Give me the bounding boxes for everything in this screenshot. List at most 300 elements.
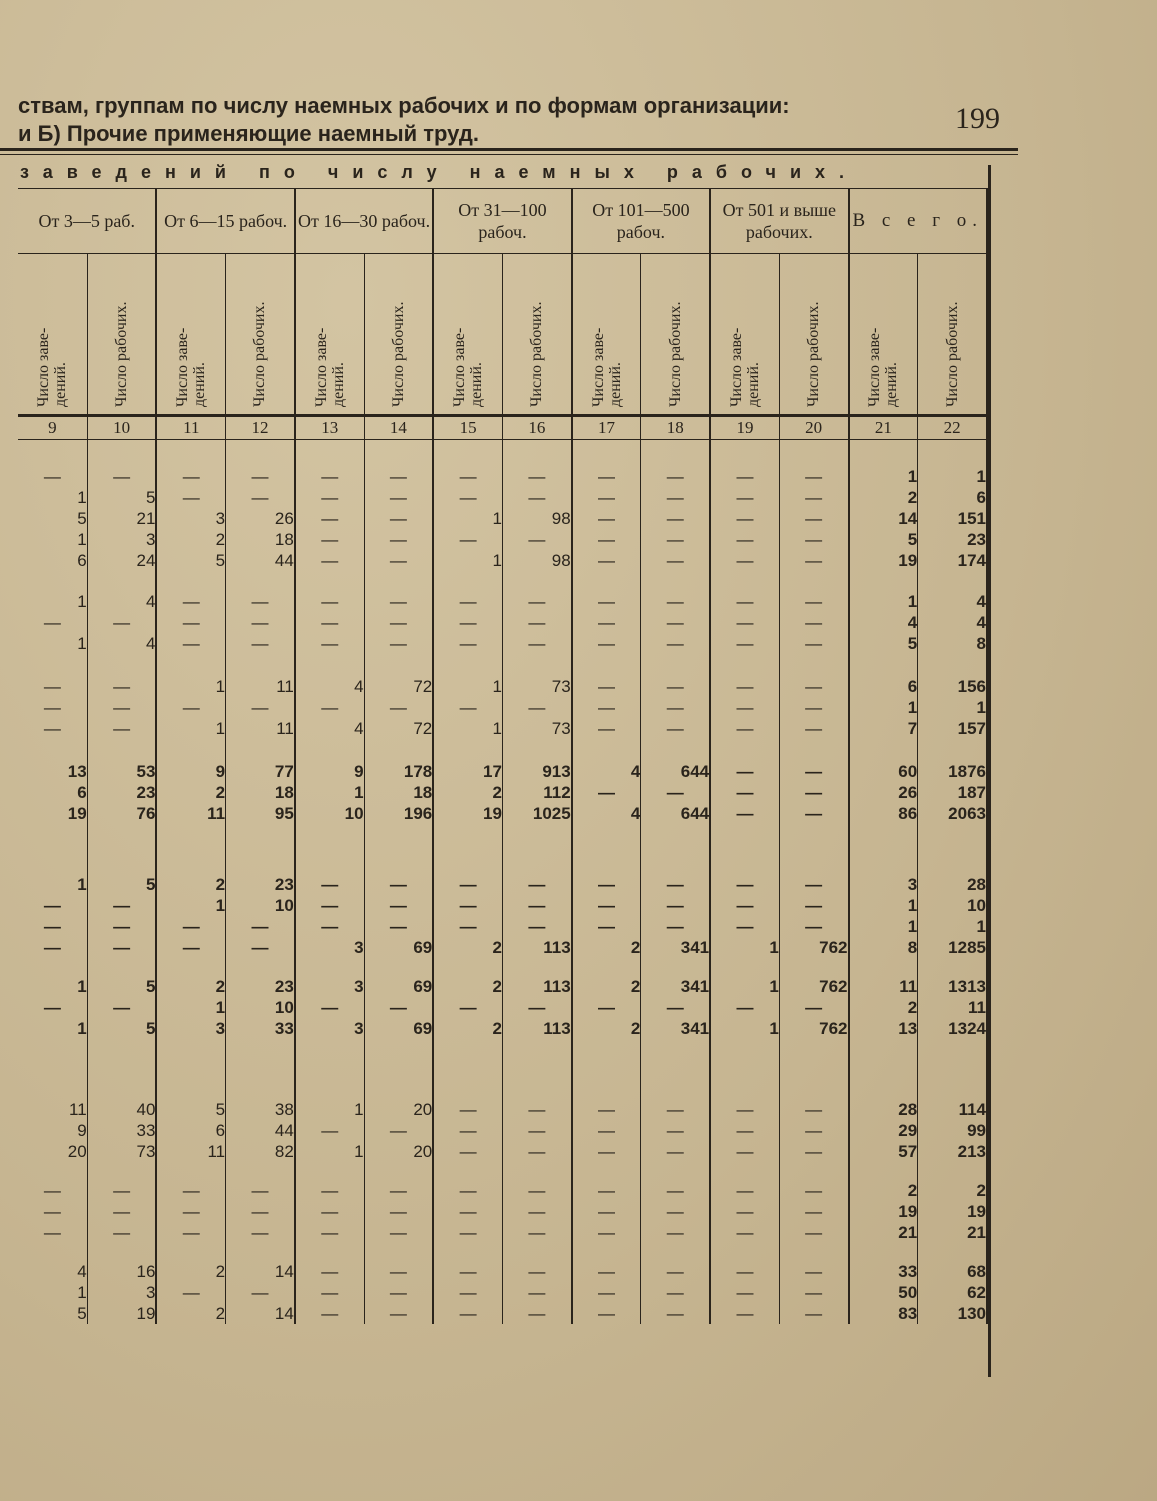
spacer-cell: [779, 824, 848, 874]
vertical-label: Число заве- дений.: [312, 327, 347, 407]
table-cell: —: [641, 591, 710, 612]
table-cell: —: [18, 697, 87, 718]
spacer-cell: [18, 440, 87, 467]
table-cell: 762: [779, 1018, 848, 1039]
table-cell: 9: [156, 761, 225, 782]
table-cell: —: [779, 1120, 848, 1141]
table-cell: 69: [364, 937, 433, 958]
table-cell: —: [364, 633, 433, 654]
table-cell: 23: [87, 782, 156, 803]
spacer-cell: [87, 654, 156, 676]
table-cell: 29: [849, 1120, 918, 1141]
heading-line-2: и Б) Прочие применяющие наемный труд.: [18, 121, 479, 146]
spacer-cell: [849, 1039, 918, 1099]
table-cell: —: [364, 1282, 433, 1303]
table-cell: 28: [918, 874, 987, 895]
table-cell: —: [433, 916, 502, 937]
table-cell: —: [295, 697, 364, 718]
table-cell: 2: [849, 1180, 918, 1201]
table-cell: —: [18, 1201, 87, 1222]
table-cell: —: [156, 1201, 225, 1222]
spacer-cell: [502, 958, 571, 976]
table-cell: —: [364, 1303, 433, 1324]
table-cell: 3: [87, 1282, 156, 1303]
table-cell: —: [226, 1180, 295, 1201]
table-cell: 1: [849, 697, 918, 718]
table-cell: —: [710, 916, 779, 937]
establishments-count-header: [710, 254, 779, 416]
table-cell: —: [433, 466, 502, 487]
table-cell: —: [433, 633, 502, 654]
table-cell: —: [364, 487, 433, 508]
table-cell: 3: [295, 1018, 364, 1039]
column-number: 10: [87, 416, 156, 440]
table-cell: —: [295, 1180, 364, 1201]
table-cell: 10: [226, 895, 295, 916]
table-cell: —: [641, 874, 710, 895]
table-cell: 16: [87, 1261, 156, 1282]
table-cell: —: [779, 1180, 848, 1201]
table-cell: 11: [226, 676, 295, 697]
table-cell: 73: [502, 676, 571, 697]
spacer-cell: [918, 958, 987, 976]
table-cell: —: [710, 874, 779, 895]
table-cell: —: [779, 1141, 848, 1162]
table-cell: —: [18, 466, 87, 487]
spacer-cell: [364, 958, 433, 976]
table-cell: 113: [502, 1018, 571, 1039]
heading-line-1: ствам, группам по числу наемных рабочих и по формам организации:: [18, 93, 790, 118]
table-cell: 13: [18, 761, 87, 782]
table-row: [18, 550, 987, 571]
table-cell: —: [433, 1201, 502, 1222]
table-cell: —: [502, 1201, 571, 1222]
table-cell: —: [779, 529, 848, 550]
heading-rule: [0, 148, 1018, 151]
table-cell: —: [779, 1303, 848, 1324]
table-cell: —: [779, 718, 848, 739]
table-cell: —: [502, 1180, 571, 1201]
table-cell: —: [779, 466, 848, 487]
table-cell: 4: [87, 633, 156, 654]
table-cell: —: [710, 1180, 779, 1201]
spacer-cell: [502, 440, 571, 467]
table-cell: 762: [779, 976, 848, 997]
table-cell: —: [572, 697, 641, 718]
table-cell: —: [433, 1180, 502, 1201]
table-cell: —: [779, 487, 848, 508]
table-cell: —: [641, 697, 710, 718]
table-cell: —: [710, 633, 779, 654]
table-cell: 8: [918, 633, 987, 654]
spacer-cell: [364, 654, 433, 676]
table-cell: —: [18, 997, 87, 1018]
vertical-label: Число заве- дений.: [174, 327, 209, 407]
spacer-cell: [87, 1039, 156, 1099]
vertical-label: Число рабочих.: [943, 301, 961, 407]
table-cell: —: [572, 1303, 641, 1324]
table-cell: —: [710, 676, 779, 697]
table-cell: —: [572, 1141, 641, 1162]
spacer-cell: [226, 1243, 295, 1261]
table-cell: —: [572, 1261, 641, 1282]
table-cell: —: [364, 997, 433, 1018]
table-cell: —: [433, 529, 502, 550]
group-header: От 16—30 рабоч.: [295, 189, 433, 254]
table-cell: —: [710, 895, 779, 916]
table-right-border: [988, 165, 991, 1377]
table-cell: —: [364, 697, 433, 718]
table-cell: —: [87, 895, 156, 916]
table-cell: 1: [710, 937, 779, 958]
table-cell: 60: [849, 761, 918, 782]
table-cell: —: [641, 916, 710, 937]
table-cell: —: [295, 466, 364, 487]
table-cell: 113: [502, 976, 571, 997]
table-cell: —: [641, 487, 710, 508]
establishments-count-header: [18, 254, 87, 416]
table-cell: —: [364, 591, 433, 612]
table-cell: —: [641, 1099, 710, 1120]
table-cell: —: [572, 916, 641, 937]
table-cell: —: [710, 1303, 779, 1324]
spacer-cell: [18, 1162, 87, 1180]
table-cell: —: [364, 1180, 433, 1201]
table-cell: —: [641, 782, 710, 803]
table-cell: 19: [87, 1303, 156, 1324]
table-cell: 4: [87, 591, 156, 612]
table-cell: 1: [18, 529, 87, 550]
table-cell: 1: [710, 1018, 779, 1039]
spacer-cell: [918, 1039, 987, 1099]
table-cell: —: [710, 1261, 779, 1282]
table-cell: —: [572, 1201, 641, 1222]
table-row: [18, 1018, 987, 1039]
table-cell: 130: [918, 1303, 987, 1324]
table-cell: —: [364, 895, 433, 916]
vertical-label: Число заве- дений.: [589, 327, 624, 407]
table-cell: 69: [364, 976, 433, 997]
table-cell: —: [572, 487, 641, 508]
spacer-cell: [295, 1039, 364, 1099]
spacer-cell: [710, 739, 779, 761]
table-cell: 2: [572, 1018, 641, 1039]
table-row: [18, 487, 987, 508]
table-cell: 4: [295, 718, 364, 739]
table-row: [18, 782, 987, 803]
spacer-cell: [433, 1243, 502, 1261]
table-cell: —: [710, 1201, 779, 1222]
table-cell: —: [572, 895, 641, 916]
table-cell: 14: [226, 1261, 295, 1282]
spacer-cell: [226, 1039, 295, 1099]
spacer-cell: [779, 739, 848, 761]
table-cell: 1: [849, 916, 918, 937]
table-cell: 33: [849, 1261, 918, 1282]
table-row: [18, 1141, 987, 1162]
spacer-cell: [226, 739, 295, 761]
table-cell: 5: [156, 550, 225, 571]
table-row: [18, 676, 987, 697]
table-cell: —: [364, 1120, 433, 1141]
table-cell: 23: [226, 874, 295, 895]
spacer-cell: [87, 571, 156, 591]
table-cell: —: [641, 529, 710, 550]
column-number: 19: [710, 416, 779, 440]
spacer-cell: [156, 440, 225, 467]
table-cell: —: [710, 550, 779, 571]
row-spacer: [18, 1162, 987, 1180]
table-cell: 86: [849, 803, 918, 824]
table-cell: 1: [156, 997, 225, 1018]
table-cell: —: [433, 487, 502, 508]
table-cell: —: [502, 1120, 571, 1141]
spacer-cell: [156, 1039, 225, 1099]
table-cell: 1: [18, 591, 87, 612]
table-cell: —: [226, 591, 295, 612]
table-cell: 14: [226, 1303, 295, 1324]
table-cell: 1025: [502, 803, 571, 824]
spacer-cell: [18, 958, 87, 976]
table-cell: 4: [572, 803, 641, 824]
table-cell: 1: [849, 895, 918, 916]
table-cell: —: [779, 895, 848, 916]
table-cell: —: [156, 591, 225, 612]
table-cell: 2: [156, 874, 225, 895]
spacer-cell: [226, 824, 295, 874]
table-cell: —: [18, 1180, 87, 1201]
table-cell: —: [295, 550, 364, 571]
column-number: 16: [502, 416, 571, 440]
table-cell: —: [641, 508, 710, 529]
table-cell: 20: [364, 1141, 433, 1162]
table-cell: —: [18, 895, 87, 916]
table-cell: 2: [433, 1018, 502, 1039]
spacer-cell: [156, 654, 225, 676]
spacer-cell: [641, 1162, 710, 1180]
vertical-label: Число рабочих.: [805, 301, 823, 407]
spacer-cell: [364, 739, 433, 761]
row-spacer: [18, 654, 987, 676]
table-cell: —: [641, 676, 710, 697]
table-cell: —: [710, 591, 779, 612]
table-cell: —: [433, 1141, 502, 1162]
table-cell: 2063: [918, 803, 987, 824]
table-cell: —: [87, 1180, 156, 1201]
spacer-cell: [364, 824, 433, 874]
row-spacer: [18, 1243, 987, 1261]
table-cell: 44: [226, 550, 295, 571]
table-cell: 1285: [918, 937, 987, 958]
table-cell: —: [295, 1222, 364, 1243]
spacer-cell: [156, 824, 225, 874]
table-cell: 2: [156, 529, 225, 550]
table-cell: —: [779, 697, 848, 718]
spacer-cell: [710, 958, 779, 976]
table-cell: —: [364, 916, 433, 937]
table-cell: 151: [918, 508, 987, 529]
table-cell: —: [226, 487, 295, 508]
spacer-cell: [364, 571, 433, 591]
table-cell: 6: [18, 550, 87, 571]
table-cell: 644: [641, 803, 710, 824]
establishments-count-header: [156, 254, 225, 416]
table-cell: —: [87, 937, 156, 958]
table-cell: —: [226, 466, 295, 487]
table-cell: —: [295, 487, 364, 508]
table-row: [18, 1180, 987, 1201]
table-cell: 10: [295, 803, 364, 824]
spacer-cell: [502, 1162, 571, 1180]
table-cell: —: [87, 997, 156, 1018]
table-cell: —: [641, 1201, 710, 1222]
table-cell: 1: [18, 976, 87, 997]
table-cell: —: [502, 1282, 571, 1303]
spacer-cell: [918, 1243, 987, 1261]
table-cell: 6: [18, 782, 87, 803]
table-cell: —: [295, 916, 364, 937]
table-cell: 2: [572, 937, 641, 958]
table-cell: 18: [226, 529, 295, 550]
table-cell: 28: [849, 1099, 918, 1120]
table-row: [18, 718, 987, 739]
table-cell: 3: [156, 1018, 225, 1039]
table-cell: —: [226, 612, 295, 633]
workers-count-header: [87, 254, 156, 416]
vertical-label: Число рабочих.: [666, 301, 684, 407]
table-cell: —: [641, 718, 710, 739]
spacer-cell: [849, 571, 918, 591]
spacer-cell: [87, 1162, 156, 1180]
table-cell: 95: [226, 803, 295, 824]
table-cell: —: [364, 612, 433, 633]
table-cell: 50: [849, 1282, 918, 1303]
table-cell: —: [156, 487, 225, 508]
table-cell: —: [433, 1303, 502, 1324]
table-cell: 5: [18, 1303, 87, 1324]
spacer-cell: [572, 1243, 641, 1261]
table-cell: —: [87, 718, 156, 739]
table-cell: —: [779, 612, 848, 633]
spacer-cell: [433, 1162, 502, 1180]
table-cell: —: [572, 612, 641, 633]
table-cell: 20: [364, 1099, 433, 1120]
group-header: От 501 и выше рабочих.: [710, 189, 848, 254]
table-cell: 1: [433, 718, 502, 739]
table-cell: 98: [502, 550, 571, 571]
table-cell: —: [156, 937, 225, 958]
table-cell: —: [502, 591, 571, 612]
table-cell: —: [572, 529, 641, 550]
table-cell: 11: [918, 997, 987, 1018]
table-row: [18, 1303, 987, 1324]
spacer-cell: [87, 958, 156, 976]
table-cell: —: [156, 1180, 225, 1201]
workers-count-header: [226, 254, 295, 416]
spacer-cell: [87, 1243, 156, 1261]
spacer-cell: [641, 571, 710, 591]
table-cell: 33: [226, 1018, 295, 1039]
table-cell: —: [502, 874, 571, 895]
table-cell: —: [710, 466, 779, 487]
table-cell: —: [364, 466, 433, 487]
table-cell: 5: [87, 487, 156, 508]
spacer-cell: [779, 1039, 848, 1099]
table-cell: —: [710, 529, 779, 550]
table-cell: —: [710, 1099, 779, 1120]
table-cell: —: [502, 916, 571, 937]
table-cell: —: [779, 874, 848, 895]
table-row: [18, 1222, 987, 1243]
table-cell: —: [502, 529, 571, 550]
table-cell: 20: [18, 1141, 87, 1162]
table-row: [18, 529, 987, 550]
spacer-cell: [641, 824, 710, 874]
table-cell: —: [710, 997, 779, 1018]
table-row: [18, 1120, 987, 1141]
table-cell: 11: [226, 718, 295, 739]
vertical-label: Число рабочих.: [113, 301, 131, 407]
table-cell: —: [641, 1282, 710, 1303]
table-cell: —: [710, 782, 779, 803]
table-cell: 23: [918, 529, 987, 550]
table-cell: —: [87, 1222, 156, 1243]
table-row: [18, 895, 987, 916]
table-cell: 114: [918, 1099, 987, 1120]
spacer-cell: [433, 571, 502, 591]
spacer-cell: [849, 1243, 918, 1261]
table-cell: 53: [87, 761, 156, 782]
table-cell: —: [779, 916, 848, 937]
table-cell: 2: [156, 1303, 225, 1324]
table-cell: —: [433, 874, 502, 895]
column-number: 12: [226, 416, 295, 440]
table-cell: —: [710, 1222, 779, 1243]
table-cell: 38: [226, 1099, 295, 1120]
table-cell: —: [710, 761, 779, 782]
table-cell: —: [502, 1099, 571, 1120]
table-cell: —: [572, 676, 641, 697]
table-cell: —: [433, 997, 502, 1018]
table-cell: 5: [156, 1099, 225, 1120]
table-cell: —: [295, 1261, 364, 1282]
table-cell: —: [226, 916, 295, 937]
table-cell: 2: [156, 1261, 225, 1282]
table-cell: —: [295, 1282, 364, 1303]
table-cell: 1: [849, 591, 918, 612]
spacer-cell: [779, 1243, 848, 1261]
table-cell: —: [641, 1180, 710, 1201]
spacer-cell: [18, 739, 87, 761]
table-cell: 77: [226, 761, 295, 782]
table-cell: —: [364, 508, 433, 529]
table-row: [18, 466, 987, 487]
table-cell: —: [364, 1201, 433, 1222]
heading-rule-thin: [0, 154, 1018, 155]
table-cell: 1: [18, 1282, 87, 1303]
table-cell: 19: [18, 803, 87, 824]
table-row: [18, 1261, 987, 1282]
row-spacer: [18, 958, 987, 976]
table-cell: —: [226, 633, 295, 654]
column-number: 11: [156, 416, 225, 440]
spacer-cell: [295, 1243, 364, 1261]
spacer-cell: [156, 1243, 225, 1261]
table-cell: —: [779, 803, 848, 824]
table-cell: —: [779, 1282, 848, 1303]
spacer-cell: [710, 1039, 779, 1099]
spacer-cell: [918, 654, 987, 676]
